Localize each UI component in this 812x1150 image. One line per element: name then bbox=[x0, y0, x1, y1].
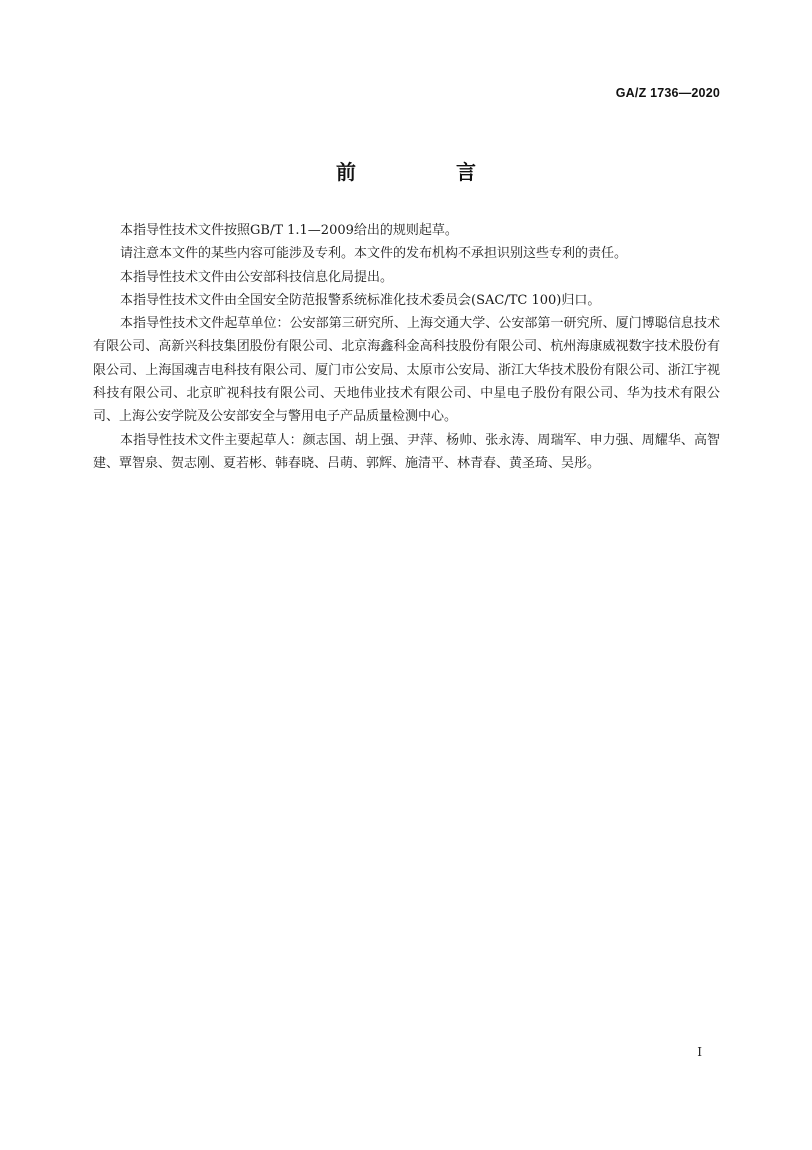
paragraph-drafters: 本指导性技术文件主要起草人：颜志国、胡上强、尹萍、杨帅、张永涛、周瑞军、申力强、周耀华、高智建、覃智泉、贺志刚、夏若彬、韩春晓、吕萌、郭辉、施清平、林青春、黄圣琦、吴彤。 bbox=[93, 432, 720, 471]
paragraph-proposer: 本指导性技术文件由公安部科技信息化局提出。 bbox=[120, 269, 394, 285]
page-title: 前 言 bbox=[336, 160, 516, 184]
paragraph-drafting-units: 本指导性技术文件起草单位：公安部第三研究所、上海交通大学、公安部第一研究所、厦门博聪信息技术有限公司、高新兴科技集团股份有限公司、北京海鑫科金高科技股份有限公司、杭州海康威视数字技术股份有限公司、上海国魂吉电科技有限公司、厦门市公安局、太原市公安局、浙江大华技术股份有限公司、浙江宇视科技有限公司、北京旷视科技有限公司、天地伟业技术有限公司、中星电子股份有限公司、华为技术有限公司、上海公安学院及公安部安全与警用电子产品质量检测中心。 bbox=[93, 316, 720, 425]
page-number: I bbox=[697, 1045, 702, 1059]
paragraph-administrator: 本指导性技术文件由全国安全防范报警系统标准化技术委员会(SAC/TC 100)归口。 bbox=[120, 292, 601, 308]
foreword-body bbox=[93, 219, 720, 475]
paragraph-drafting-rules: 本指导性技术文件按照GB/T 1.1—2009给出的规则起草。 bbox=[120, 223, 458, 238]
standard-code: GA/Z 1736—2020 bbox=[615, 86, 720, 100]
paragraph-patent-notice: 请注意本文件的某些内容可能涉及专利。本文件的发布机构不承担识别这些专利的责任。 bbox=[120, 246, 628, 262]
